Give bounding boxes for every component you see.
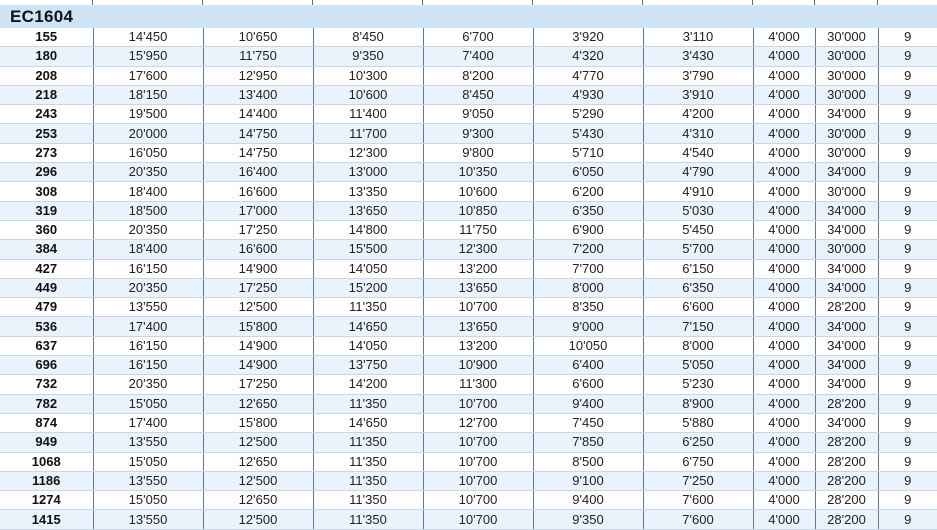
model-cell: 427: [0, 259, 93, 278]
value-cell: 10'350: [423, 163, 533, 182]
value-cell: 15'200: [313, 278, 423, 297]
value-cell: 9'300: [423, 124, 533, 143]
value-cell: 8'450: [423, 85, 533, 104]
table-row: [0, 259, 937, 278]
value-cell: 6'350: [533, 201, 643, 220]
value-cell: 34'000: [815, 105, 878, 124]
value-cell: 4'000: [753, 182, 815, 201]
value-cell: 6'900: [533, 220, 643, 239]
value-cell: 9: [878, 298, 937, 317]
value-cell: 11'750: [203, 47, 313, 66]
value-cell: 15'050: [93, 491, 203, 510]
table-row: [0, 47, 937, 66]
value-cell: 4'000: [753, 471, 815, 490]
value-cell: 9: [878, 317, 937, 336]
value-cell: 9: [878, 510, 937, 529]
value-cell: 20'000: [93, 124, 203, 143]
value-cell: 13'650: [423, 317, 533, 336]
value-cell: 16'400: [203, 163, 313, 182]
value-cell: 14'800: [313, 220, 423, 239]
value-cell: 15'800: [203, 317, 313, 336]
value-cell: 13'550: [93, 433, 203, 452]
table-row: [0, 356, 937, 375]
value-cell: 9: [878, 105, 937, 124]
table-row: [0, 452, 937, 471]
value-cell: 5'710: [533, 143, 643, 162]
value-cell: 28'200: [815, 510, 878, 529]
table-row: [0, 510, 937, 529]
value-cell: 4'000: [753, 124, 815, 143]
table-row: [0, 182, 937, 201]
value-cell: 9: [878, 259, 937, 278]
value-cell: 16'600: [203, 240, 313, 259]
value-cell: 19'500: [93, 105, 203, 124]
model-cell: 874: [0, 413, 93, 432]
value-cell: 14'900: [203, 259, 313, 278]
table-section-header: [0, 5, 937, 29]
table-row: [0, 413, 937, 432]
model-cell: 782: [0, 394, 93, 413]
value-cell: 9'800: [423, 143, 533, 162]
value-cell: 9'050: [423, 105, 533, 124]
value-cell: 9: [878, 413, 937, 432]
value-cell: 4'200: [643, 105, 753, 124]
value-cell: 13'750: [313, 356, 423, 375]
value-cell: 10'850: [423, 201, 533, 220]
value-cell: 3'910: [643, 85, 753, 104]
value-cell: 4'000: [753, 375, 815, 394]
table-body: [0, 28, 937, 529]
value-cell: 3'430: [643, 47, 753, 66]
value-cell: 14'750: [203, 143, 313, 162]
value-cell: 30'000: [815, 28, 878, 47]
value-cell: 7'450: [533, 413, 643, 432]
table-row: [0, 85, 937, 104]
value-cell: 9'400: [533, 491, 643, 510]
value-cell: 5'430: [533, 124, 643, 143]
value-cell: 8'900: [643, 394, 753, 413]
value-cell: 10'700: [423, 471, 533, 490]
value-cell: 6'400: [533, 356, 643, 375]
value-cell: 34'000: [815, 163, 878, 182]
value-cell: 10'900: [423, 356, 533, 375]
value-cell: 11'750: [423, 220, 533, 239]
value-cell: 4'000: [753, 452, 815, 471]
value-cell: 28'200: [815, 298, 878, 317]
value-cell: 4'000: [753, 28, 815, 47]
value-cell: 7'600: [643, 510, 753, 529]
table-row: [0, 394, 937, 413]
value-cell: 12'950: [203, 66, 313, 85]
value-cell: 8'500: [533, 452, 643, 471]
value-cell: 9: [878, 85, 937, 104]
table-row: [0, 105, 937, 124]
value-cell: 9: [878, 163, 937, 182]
value-cell: 10'700: [423, 394, 533, 413]
value-cell: 17'600: [93, 66, 203, 85]
value-cell: 11'350: [313, 298, 423, 317]
value-cell: 4'310: [643, 124, 753, 143]
value-cell: 30'000: [815, 47, 878, 66]
value-cell: 9: [878, 356, 937, 375]
model-cell: 360: [0, 220, 93, 239]
value-cell: 12'500: [203, 471, 313, 490]
value-cell: 34'000: [815, 220, 878, 239]
value-cell: 14'450: [93, 28, 203, 47]
value-cell: 7'700: [533, 259, 643, 278]
value-cell: 5'700: [643, 240, 753, 259]
value-cell: 14'650: [313, 317, 423, 336]
value-cell: 15'050: [93, 394, 203, 413]
model-cell: 1068: [0, 452, 93, 471]
value-cell: 3'790: [643, 66, 753, 85]
value-cell: 9: [878, 336, 937, 355]
value-cell: 13'200: [423, 336, 533, 355]
model-cell: 319: [0, 201, 93, 220]
value-cell: 17'400: [93, 317, 203, 336]
value-cell: 12'500: [203, 510, 313, 529]
value-cell: 9'350: [313, 47, 423, 66]
value-cell: 8'350: [533, 298, 643, 317]
value-cell: 7'400: [423, 47, 533, 66]
table-row: [0, 143, 937, 162]
value-cell: 9: [878, 278, 937, 297]
value-cell: 30'000: [815, 240, 878, 259]
value-cell: 11'350: [313, 394, 423, 413]
value-cell: 9: [878, 471, 937, 490]
value-cell: 14'900: [203, 336, 313, 355]
model-cell: 449: [0, 278, 93, 297]
model-cell: 296: [0, 163, 93, 182]
value-cell: 9: [878, 47, 937, 66]
table-row: [0, 66, 937, 85]
value-cell: 4'000: [753, 240, 815, 259]
value-cell: 7'600: [643, 491, 753, 510]
value-cell: 4'000: [753, 278, 815, 297]
value-cell: 10'700: [423, 510, 533, 529]
model-cell: 732: [0, 375, 93, 394]
value-cell: 15'800: [203, 413, 313, 432]
value-cell: 13'400: [203, 85, 313, 104]
value-cell: 13'550: [93, 510, 203, 529]
value-cell: 13'550: [93, 298, 203, 317]
value-cell: 11'350: [313, 491, 423, 510]
value-cell: 9: [878, 220, 937, 239]
value-cell: 4'000: [753, 163, 815, 182]
value-cell: 30'000: [815, 85, 878, 104]
value-cell: 4'000: [753, 491, 815, 510]
value-cell: 14'050: [313, 336, 423, 355]
table-row: [0, 375, 937, 394]
table-row: [0, 124, 937, 143]
value-cell: 28'200: [815, 471, 878, 490]
value-cell: 13'650: [313, 201, 423, 220]
value-cell: 15'500: [313, 240, 423, 259]
value-cell: 12'650: [203, 452, 313, 471]
value-cell: 9: [878, 394, 937, 413]
value-cell: 9: [878, 124, 937, 143]
model-cell: 1415: [0, 510, 93, 529]
model-cell: 253: [0, 124, 93, 143]
value-cell: 12'650: [203, 491, 313, 510]
value-cell: 13'200: [423, 259, 533, 278]
value-cell: 30'000: [815, 124, 878, 143]
value-cell: 6'200: [533, 182, 643, 201]
value-cell: 14'200: [313, 375, 423, 394]
load-chart-table: [0, 28, 937, 530]
value-cell: 4'540: [643, 143, 753, 162]
value-cell: 6'250: [643, 433, 753, 452]
value-cell: 4'000: [753, 201, 815, 220]
table-row: [0, 163, 937, 182]
value-cell: 13'550: [93, 471, 203, 490]
value-cell: 10'050: [533, 336, 643, 355]
value-cell: 8'000: [533, 278, 643, 297]
value-cell: 5'230: [643, 375, 753, 394]
model-cell: 536: [0, 317, 93, 336]
model-cell: 1186: [0, 471, 93, 490]
value-cell: 17'000: [203, 201, 313, 220]
table-row: [0, 201, 937, 220]
value-cell: 5'450: [643, 220, 753, 239]
value-cell: 28'200: [815, 433, 878, 452]
value-cell: 20'350: [93, 278, 203, 297]
value-cell: 12'300: [423, 240, 533, 259]
value-cell: 10'700: [423, 491, 533, 510]
value-cell: 9: [878, 66, 937, 85]
value-cell: 5'880: [643, 413, 753, 432]
value-cell: 6'150: [643, 259, 753, 278]
value-cell: 4'930: [533, 85, 643, 104]
value-cell: 4'000: [753, 433, 815, 452]
value-cell: 34'000: [815, 356, 878, 375]
value-cell: 3'920: [533, 28, 643, 47]
value-cell: 7'150: [643, 317, 753, 336]
value-cell: 14'400: [203, 105, 313, 124]
model-cell: 384: [0, 240, 93, 259]
value-cell: 11'350: [313, 452, 423, 471]
table-row: [0, 278, 937, 297]
value-cell: 12'300: [313, 143, 423, 162]
value-cell: 16'600: [203, 182, 313, 201]
model-cell: 180: [0, 47, 93, 66]
value-cell: 12'500: [203, 433, 313, 452]
value-cell: 11'300: [423, 375, 533, 394]
value-cell: 11'350: [313, 510, 423, 529]
value-cell: 6'350: [643, 278, 753, 297]
value-cell: 9: [878, 375, 937, 394]
table-row: [0, 298, 937, 317]
value-cell: 6'050: [533, 163, 643, 182]
model-cell: 479: [0, 298, 93, 317]
value-cell: 4'770: [533, 66, 643, 85]
value-cell: 34'000: [815, 259, 878, 278]
value-cell: 4'000: [753, 298, 815, 317]
table-row: [0, 240, 937, 259]
value-cell: 20'350: [93, 163, 203, 182]
model-cell: 208: [0, 66, 93, 85]
table-row: [0, 317, 937, 336]
value-cell: 16'150: [93, 259, 203, 278]
model-cell: 218: [0, 85, 93, 104]
value-cell: 10'300: [313, 66, 423, 85]
value-cell: 12'500: [203, 298, 313, 317]
value-cell: 11'350: [313, 471, 423, 490]
value-cell: 9'400: [533, 394, 643, 413]
value-cell: 9: [878, 240, 937, 259]
value-cell: 11'400: [313, 105, 423, 124]
value-cell: 7'850: [533, 433, 643, 452]
value-cell: 4'000: [753, 394, 815, 413]
value-cell: 16'150: [93, 336, 203, 355]
value-cell: 30'000: [815, 182, 878, 201]
value-cell: 4'000: [753, 336, 815, 355]
value-cell: 34'000: [815, 317, 878, 336]
value-cell: 11'700: [313, 124, 423, 143]
value-cell: 4'320: [533, 47, 643, 66]
value-cell: 5'050: [643, 356, 753, 375]
model-series-code: EC1604: [10, 7, 74, 26]
value-cell: 28'200: [815, 491, 878, 510]
value-cell: 13'650: [423, 278, 533, 297]
value-cell: 20'350: [93, 220, 203, 239]
value-cell: 5'030: [643, 201, 753, 220]
model-cell: 243: [0, 105, 93, 124]
value-cell: 6'600: [533, 375, 643, 394]
model-cell: 949: [0, 433, 93, 452]
value-cell: 4'000: [753, 47, 815, 66]
value-cell: 28'200: [815, 452, 878, 471]
value-cell: 10'600: [423, 182, 533, 201]
value-cell: 4'000: [753, 413, 815, 432]
value-cell: 9: [878, 182, 937, 201]
value-cell: 9: [878, 201, 937, 220]
value-cell: 4'000: [753, 356, 815, 375]
value-cell: 7'250: [643, 471, 753, 490]
table-row: [0, 433, 937, 452]
value-cell: 10'700: [423, 452, 533, 471]
model-cell: 155: [0, 28, 93, 47]
value-cell: 4'000: [753, 259, 815, 278]
value-cell: 18'400: [93, 182, 203, 201]
value-cell: 10'700: [423, 433, 533, 452]
value-cell: 6'700: [423, 28, 533, 47]
value-cell: 11'350: [313, 433, 423, 452]
value-cell: 34'000: [815, 413, 878, 432]
value-cell: 34'000: [815, 375, 878, 394]
value-cell: 4'000: [753, 220, 815, 239]
model-cell: 273: [0, 143, 93, 162]
value-cell: 14'050: [313, 259, 423, 278]
value-cell: 12'650: [203, 394, 313, 413]
value-cell: 30'000: [815, 143, 878, 162]
value-cell: 4'000: [753, 85, 815, 104]
model-cell: 696: [0, 356, 93, 375]
value-cell: 8'000: [643, 336, 753, 355]
value-cell: 4'000: [753, 143, 815, 162]
value-cell: 9: [878, 143, 937, 162]
value-cell: 6'750: [643, 452, 753, 471]
value-cell: 34'000: [815, 336, 878, 355]
value-cell: 14'650: [313, 413, 423, 432]
value-cell: 17'250: [203, 375, 313, 394]
model-cell: 308: [0, 182, 93, 201]
value-cell: 15'050: [93, 452, 203, 471]
value-cell: 4'000: [753, 317, 815, 336]
value-cell: 15'950: [93, 47, 203, 66]
value-cell: 16'150: [93, 356, 203, 375]
value-cell: 4'910: [643, 182, 753, 201]
value-cell: 18'150: [93, 85, 203, 104]
value-cell: 13'350: [313, 182, 423, 201]
value-cell: 10'650: [203, 28, 313, 47]
value-cell: 9'100: [533, 471, 643, 490]
value-cell: 17'250: [203, 278, 313, 297]
table-row: [0, 28, 937, 47]
value-cell: 20'350: [93, 375, 203, 394]
value-cell: 10'700: [423, 298, 533, 317]
value-cell: 30'000: [815, 66, 878, 85]
value-cell: 4'000: [753, 510, 815, 529]
value-cell: 7'200: [533, 240, 643, 259]
value-cell: 28'200: [815, 394, 878, 413]
value-cell: 13'000: [313, 163, 423, 182]
table-row: [0, 471, 937, 490]
value-cell: 17'400: [93, 413, 203, 432]
table-row: [0, 491, 937, 510]
value-cell: 10'600: [313, 85, 423, 104]
value-cell: 9: [878, 452, 937, 471]
value-cell: 8'200: [423, 66, 533, 85]
value-cell: 34'000: [815, 201, 878, 220]
value-cell: 3'110: [643, 28, 753, 47]
model-cell: 637: [0, 336, 93, 355]
value-cell: 18'500: [93, 201, 203, 220]
value-cell: 9: [878, 491, 937, 510]
table-row: [0, 220, 937, 239]
model-cell: 1274: [0, 491, 93, 510]
value-cell: 9: [878, 433, 937, 452]
value-cell: 9'000: [533, 317, 643, 336]
value-cell: 8'450: [313, 28, 423, 47]
value-cell: 12'700: [423, 413, 533, 432]
value-cell: 6'600: [643, 298, 753, 317]
value-cell: 4'790: [643, 163, 753, 182]
value-cell: 4'000: [753, 66, 815, 85]
value-cell: 14'750: [203, 124, 313, 143]
table-row: [0, 336, 937, 355]
value-cell: 14'900: [203, 356, 313, 375]
value-cell: 17'250: [203, 220, 313, 239]
value-cell: 16'050: [93, 143, 203, 162]
value-cell: 34'000: [815, 278, 878, 297]
value-cell: 9: [878, 28, 937, 47]
value-cell: 5'290: [533, 105, 643, 124]
value-cell: 4'000: [753, 105, 815, 124]
value-cell: 9'350: [533, 510, 643, 529]
value-cell: 18'400: [93, 240, 203, 259]
